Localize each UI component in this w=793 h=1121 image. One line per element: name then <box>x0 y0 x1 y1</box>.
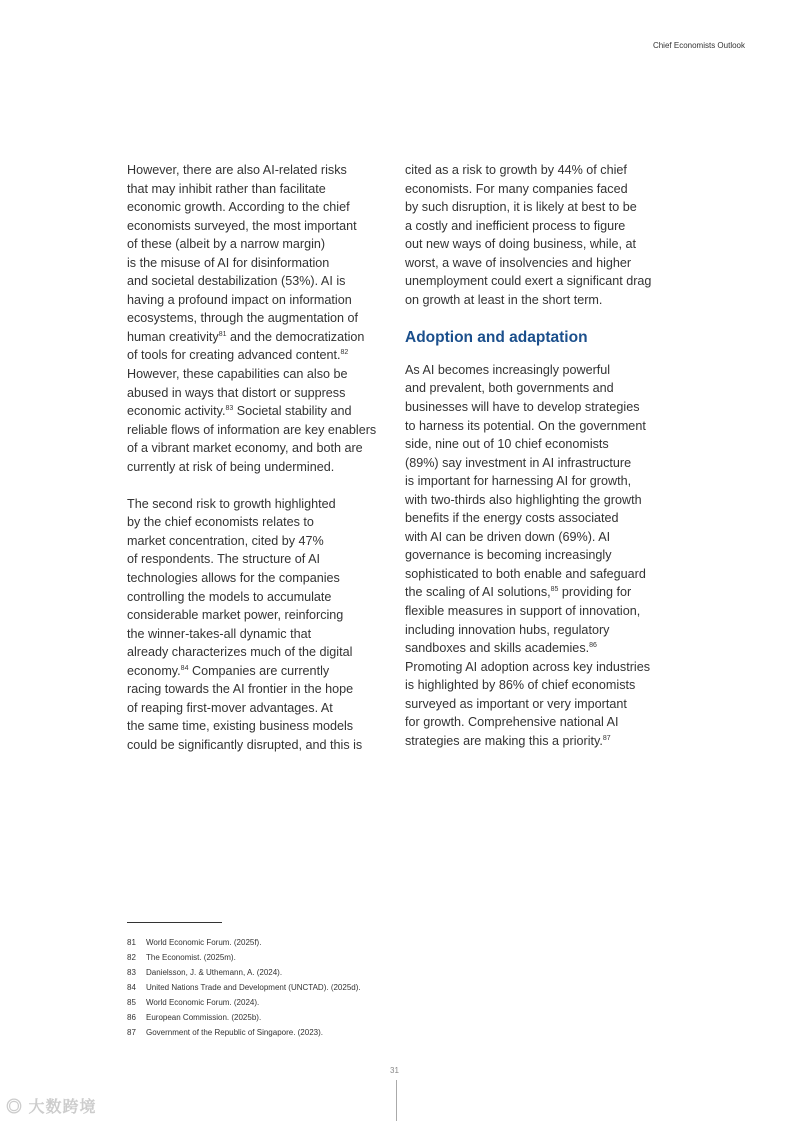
footnote-number: 86 <box>127 1013 136 1022</box>
paragraph <box>127 495 376 755</box>
paragraph <box>127 161 376 476</box>
text-line: racing towards the AI frontier in the hope <box>127 682 354 697</box>
page-divider-line <box>396 1080 397 1121</box>
text-line: and prevalent, both governments and <box>405 381 614 396</box>
text-line: including innovation hubs, regulatory <box>405 622 610 637</box>
text-line: is the misuse of AI for disinformation <box>127 255 330 270</box>
running-header: Chief Economists Outlook <box>652 41 745 50</box>
text-line: cited as a risk to growth by 44% of chief <box>405 163 627 177</box>
footnote-divider <box>127 922 222 923</box>
text-line: (89%) say investment in AI infrastructure <box>405 455 632 470</box>
text-line: considerable market power, reinforcing <box>127 608 344 623</box>
text-line: human creativity$^{81}$ and the democratization <box>127 329 365 344</box>
text-line: worst, a wave of insolvencies and higher <box>405 255 632 270</box>
text-line: governance is becoming increasingly <box>405 548 612 563</box>
text-line: with two-thirds also highlighting the growth <box>405 492 642 507</box>
text-line: on growth at least in the short term. <box>405 292 603 307</box>
text-line: abused in ways that distort or suppress <box>127 385 346 400</box>
footnote <box>127 950 361 965</box>
text-line: is highlighted by 86% of chief economists <box>405 678 636 693</box>
text-line: economy.$^{84}$ Companies are currently <box>127 663 330 678</box>
footnote-number: 82 <box>127 953 136 962</box>
text-line: out new ways of doing business, while, at <box>405 237 637 252</box>
text-line: side, nine out of 10 chief economists <box>405 437 609 452</box>
footnote-reference[interactable]: 81 <box>218 330 227 338</box>
footnote-number: 81 <box>127 938 136 947</box>
footnote-reference[interactable]: 87 <box>602 734 611 742</box>
text-line: already characterizes much of the digital <box>127 645 353 660</box>
text-line: ecosystems, through the augmentation of <box>127 311 359 326</box>
text-line: could be significantly disrupted, and this is <box>127 737 363 752</box>
footnote-text: European Commission. (2025b). <box>146 1013 262 1022</box>
text-line: of a vibrant market economy, and both are <box>127 441 363 456</box>
text-line: sandboxes and skills academies.$^{86}$ <box>405 641 597 656</box>
footnote <box>127 995 361 1010</box>
footnote-text: The Economist. (2025m). <box>146 953 236 962</box>
text-line: of reaping first-mover advantages. At <box>127 700 333 715</box>
text-line: strategies are making this a priority.$^{87}$ <box>405 733 611 748</box>
text-line: currently at risk of being undermined. <box>127 459 335 474</box>
text-line: market concentration, cited by 47% <box>127 533 324 548</box>
footnote-number: 87 <box>127 1028 136 1037</box>
text-line: economic growth. According to the chief <box>127 200 350 215</box>
text-line: that may inhibit rather than facilitate <box>127 181 326 196</box>
footnote-reference[interactable]: 82 <box>340 349 349 357</box>
footnote <box>127 965 361 980</box>
text-line: of respondents. The structure of AI <box>127 552 320 567</box>
left-column <box>127 161 376 773</box>
text-line: flexible measures in support of innovation, <box>405 604 641 619</box>
section-heading: Adoption and adaptation <box>405 328 588 346</box>
text-line: sophisticated to both enable and safeguard <box>405 566 646 581</box>
text-line: and societal destabilization (53%). AI is <box>127 274 346 289</box>
footnote-reference[interactable]: 83 <box>225 405 234 413</box>
footnote <box>127 1010 361 1025</box>
text-line: reliable flows of information are key enablers <box>127 422 377 437</box>
text-line: the scaling of AI solutions,$^{85}$ providing for <box>405 585 632 600</box>
text-line: by such disruption, it is likely at best to be <box>405 200 637 215</box>
footnote-number: 83 <box>127 968 136 977</box>
text-line: the winner-takes-all dynamic that <box>127 626 312 641</box>
footnote-text: United Nations Trade and Development (UNCTAD). (2025d). <box>146 983 361 992</box>
footnote <box>127 935 361 950</box>
footnote <box>127 1025 361 1040</box>
text-line: of tools for creating advanced content.$^{82}$ <box>127 348 349 363</box>
text-line: businesses will have to develop strategies <box>405 400 640 415</box>
footnotes <box>127 935 361 1040</box>
footnote-reference[interactable]: 84 <box>180 664 189 672</box>
paragraph <box>405 161 651 309</box>
text-line: The second risk to growth highlighted <box>127 496 336 511</box>
text-line: unemployment could exert a significant drag <box>405 274 652 289</box>
text-line: the same time, existing business models <box>127 719 354 734</box>
text-line: of these (albeit by a narrow margin) <box>127 237 326 252</box>
footnote-reference[interactable]: 85 <box>550 586 559 594</box>
text-line: However, there are also AI-related risks <box>127 163 347 177</box>
footnote-text: World Economic Forum. (2025f). <box>146 938 262 947</box>
text-line: for growth. Comprehensive national AI <box>405 715 619 730</box>
text-line: As AI becomes increasingly powerful <box>405 362 611 377</box>
watermark-logo: ◎ 大数跨境 <box>6 1099 97 1116</box>
footnote-number: 85 <box>127 998 136 1007</box>
footnote-text: Government of the Republic of Singapore. (2023). <box>146 1028 323 1037</box>
paragraph <box>405 361 651 750</box>
footnote-text: Danielsson, J. & Uthemann, A. (2024). <box>146 968 283 977</box>
text-line: surveyed as important or very important <box>405 696 627 711</box>
right-column <box>405 161 651 769</box>
text-line: However, these capabilities can also be <box>127 367 348 382</box>
footnote-reference[interactable]: 86 <box>589 642 597 650</box>
text-line: to harness its potential. On the government <box>405 418 646 433</box>
footnote <box>127 980 361 995</box>
footnote-text: World Economic Forum. (2024). <box>146 998 260 1007</box>
text-line: having a profound impact on information <box>127 292 352 307</box>
text-line: economic activity.$^{83}$ Societal stability and <box>127 404 352 419</box>
text-line: economists surveyed, the most important <box>127 218 357 233</box>
text-line: with AI can be driven down (69%). AI <box>405 529 611 544</box>
text-line: technologies allows for the companies <box>127 571 340 586</box>
text-line: is important for harnessing AI for growth, <box>405 474 632 489</box>
page-number: 31 <box>390 1066 399 1075</box>
footnote-number: 84 <box>127 983 136 992</box>
text-line: by the chief economists relates to <box>127 515 314 530</box>
text-line: controlling the models to accumulate <box>127 589 332 604</box>
text-line: economists. For many companies faced <box>405 181 628 196</box>
text-line: Promoting AI adoption across key industries <box>405 659 651 674</box>
text-line: a costly and inefficient process to figure <box>405 218 626 233</box>
text-line: benefits if the energy costs associated <box>405 511 619 526</box>
